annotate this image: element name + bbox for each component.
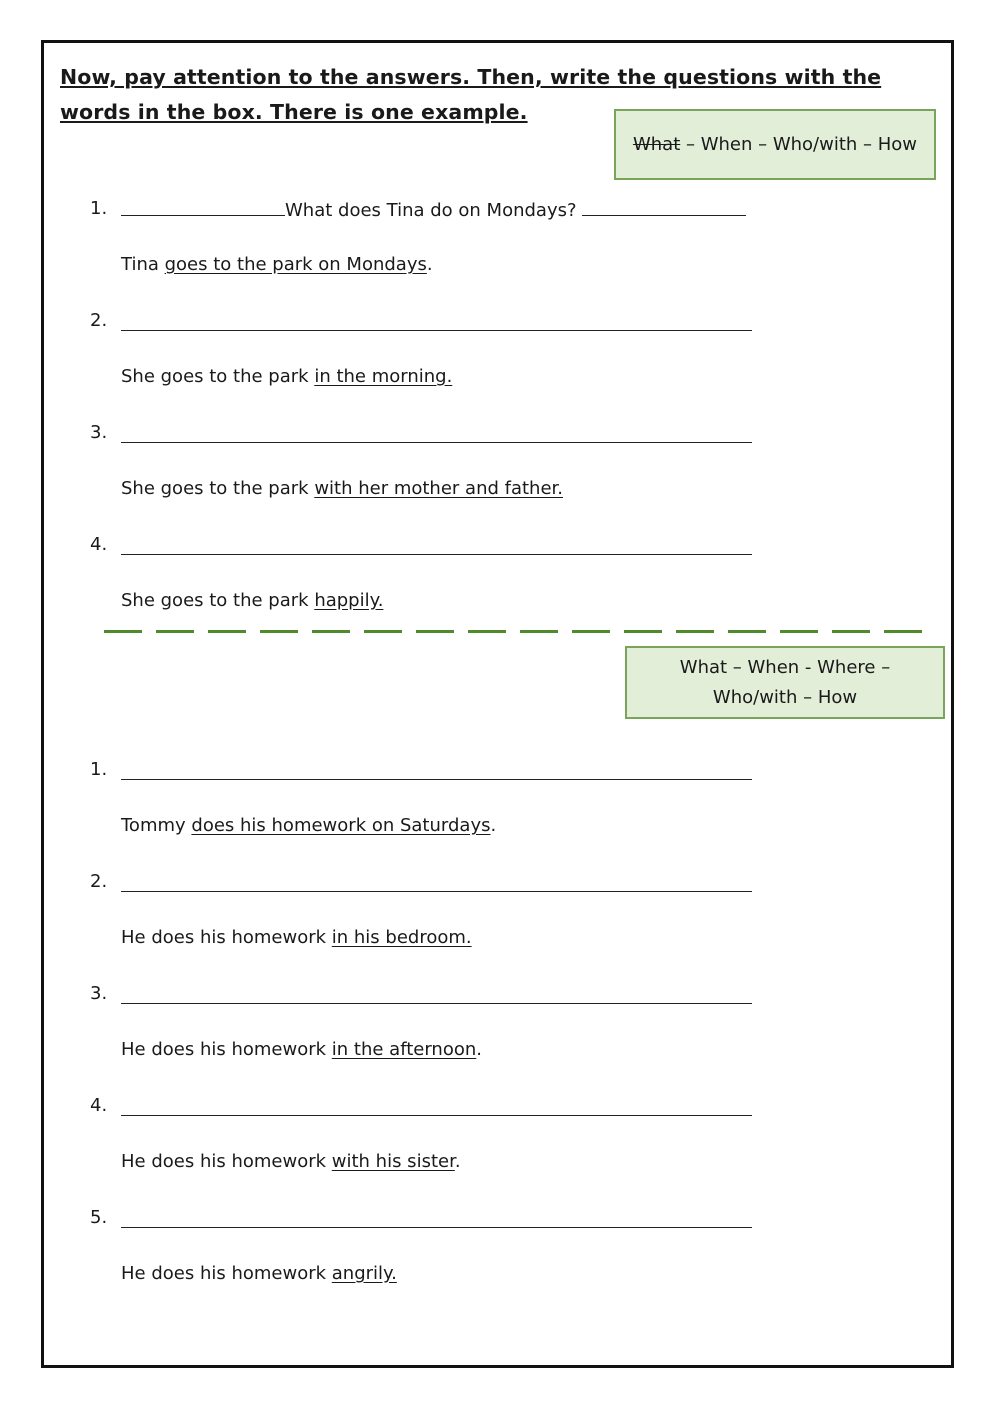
word-box-1 [614,109,936,180]
answer-focus: happily. [314,590,384,611]
answer-prefix: He does his homework [121,1039,332,1060]
item-number: 5. [90,1207,108,1228]
answer-focus: with his sister [331,1151,455,1172]
item-number: 3. [90,983,108,1004]
answer-focus: does his homework on Saturdays [191,815,491,836]
answer-focus: with her mother and father. [314,478,563,499]
answer-prefix: He does his homework [121,1263,332,1284]
answer-sentence [121,253,433,277]
question-blank-line[interactable] [121,442,752,443]
answer-focus: in the morning. [314,366,453,387]
answer-sentence [121,1262,397,1286]
answer-suffix: . [426,254,433,275]
blank-line[interactable] [582,197,746,216]
question-blank-line[interactable] [121,554,752,555]
answer-suffix: . [454,1151,461,1172]
item-number: 2. [90,310,108,331]
item-number: 4. [90,534,108,555]
answer-focus: angrily. [331,1263,397,1284]
answer-sentence [121,589,383,613]
item-number: 3. [90,422,108,443]
word-box-2 [625,646,945,719]
example-question [121,197,746,223]
struck-word: What [632,133,681,155]
question-blank-line[interactable] [121,891,752,892]
question-blank-line[interactable] [121,1003,752,1004]
item-number: 2. [90,871,108,892]
question-blank-line[interactable] [121,330,752,331]
example-question-text: What does Tina do on Mondays? [285,200,577,221]
answer-prefix: She goes to the park [121,478,315,499]
word-box-2-text: What – When - Where – Who/with – How [679,656,891,708]
blank-line[interactable] [121,197,285,216]
item-number: 1. [90,198,108,219]
answer-focus: goes to the park on Mondays [164,254,427,275]
answer-prefix: He does his homework [121,927,332,948]
answer-sentence [121,814,496,838]
answer-suffix: . [490,815,497,836]
answer-suffix: . [476,1039,483,1060]
answer-sentence [121,926,472,950]
answer-prefix: Tommy [121,815,192,836]
answer-sentence [121,477,563,501]
question-blank-line[interactable] [121,1227,752,1228]
item-number: 4. [90,1095,108,1116]
answer-prefix: He does his homework [121,1151,332,1172]
section-divider [104,630,922,633]
answer-sentence [121,1038,482,1062]
item-number: 1. [90,759,108,780]
answer-prefix: Tina [121,254,165,275]
answer-focus: in the afternoon [331,1039,477,1060]
question-blank-line[interactable] [121,1115,752,1116]
answer-focus: in his bedroom. [331,927,472,948]
instructions-heading: Now, pay attention to the answers. Then, write the questions with the words in the box. There is one example. [60,65,882,124]
answer-sentence [121,365,452,389]
word-box-1-text: – When – Who/with – How [680,133,918,155]
answer-prefix: She goes to the park [121,366,315,387]
question-blank-line[interactable] [121,779,752,780]
answer-sentence [121,1150,461,1174]
answer-prefix: She goes to the park [121,590,315,611]
